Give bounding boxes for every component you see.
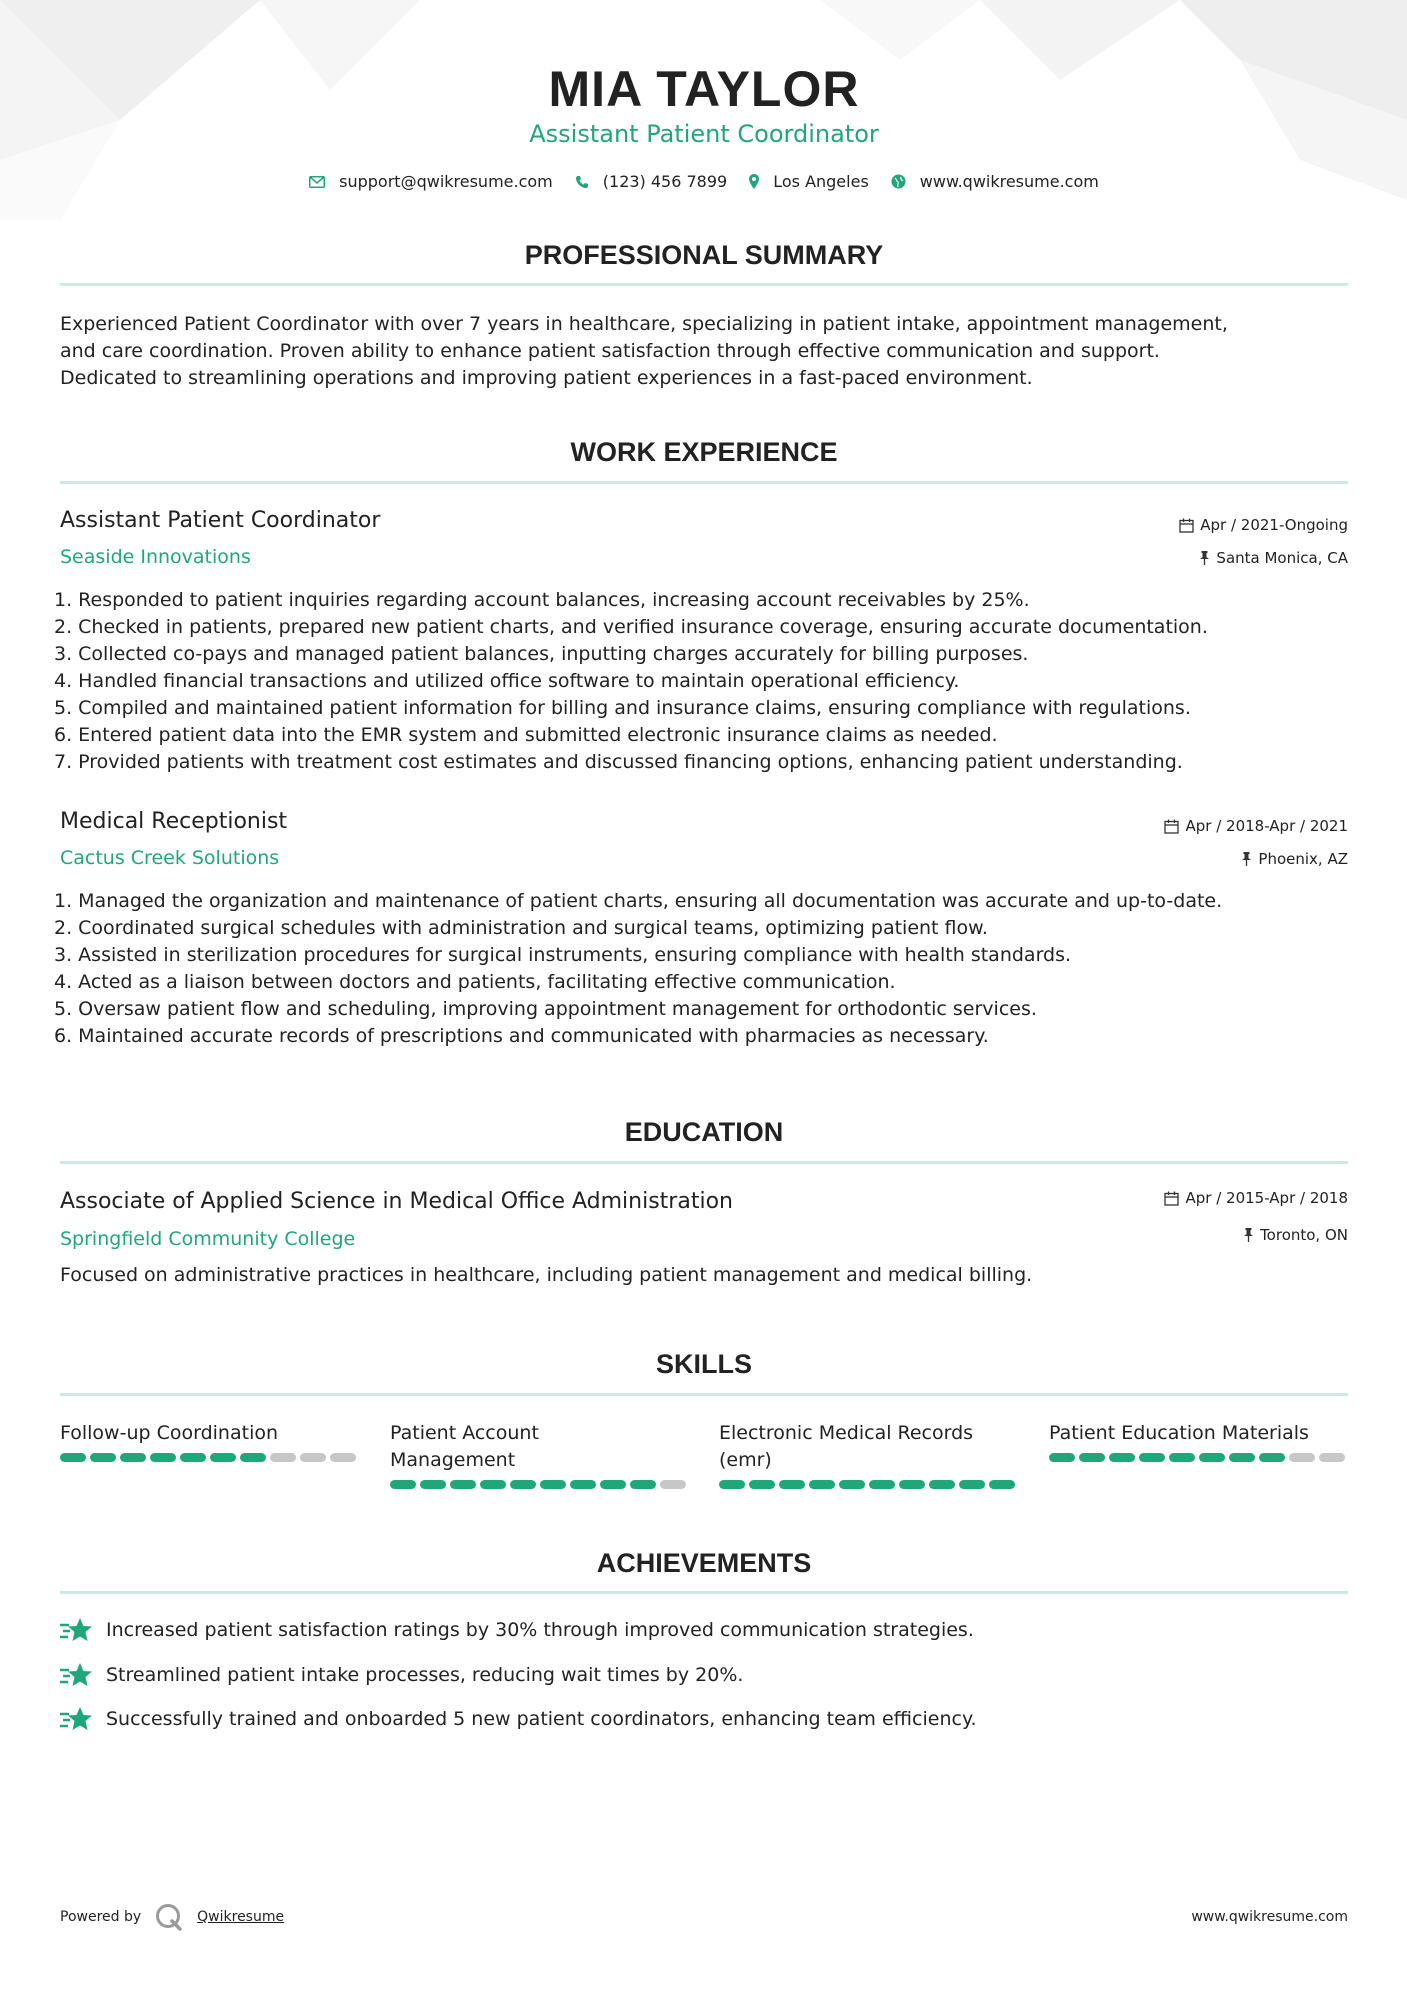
skill-segment-filled: [809, 1480, 835, 1489]
job-location-text: Santa Monica, CA: [1216, 549, 1348, 567]
skill-segment-filled: [60, 1453, 86, 1462]
job-dates: [1164, 817, 1348, 835]
job-title: Medical Receptionist: [60, 809, 288, 834]
list-item: 2. Checked in patients, prepared new patient charts, and verified insurance coverage, ensuring accurate documentation.: [54, 616, 1208, 638]
job-dates-text: Apr / 2018-Apr / 2021: [1185, 817, 1348, 835]
summary-heading: PROFESSIONAL SUMMARY: [524, 240, 884, 270]
school-name: Springfield Community College: [60, 1228, 356, 1250]
achievements-heading: ACHIEVEMENTS: [596, 1548, 812, 1578]
job-dates: [1179, 516, 1348, 534]
calendar-icon: [1164, 1191, 1179, 1206]
achievement-text: Successfully trained and onboarded 5 new patient coordinators, enhancing team efficiency.: [106, 1708, 977, 1730]
education-divider: [60, 1161, 1348, 1164]
achievement-text: Increased patient satisfaction ratings by 30% through improved communication strategies.: [106, 1619, 974, 1641]
calendar-icon: [1164, 819, 1179, 834]
education-description: Focused on administrative practices in healthcare, including patient management and medical billing.: [60, 1264, 1033, 1286]
education-location: [1243, 1226, 1348, 1244]
contact-phone-text: (123) 456 7899: [602, 172, 728, 191]
job-responsibilities: [54, 888, 1354, 1050]
skill-segment-filled: [1169, 1453, 1195, 1462]
job-dates-text: Apr / 2021-Ongoing: [1200, 516, 1348, 534]
skill-segment-filled: [1259, 1453, 1285, 1462]
job-location: [1241, 850, 1348, 868]
skill-segment-empty: [270, 1453, 296, 1462]
skill-level-bar: [60, 1453, 360, 1462]
skill-name: [390, 1420, 690, 1474]
skill-segment-filled: [420, 1480, 446, 1489]
list-item: 4. Acted as a liaison between doctors and patients, facilitating effective communication.: [54, 971, 896, 993]
skill-segment-filled: [779, 1480, 805, 1489]
candidate-name: MIA TAYLOR: [548, 61, 860, 117]
contact-website-text: www.qwikresume.com: [919, 172, 1099, 191]
contact-location-text: Los Angeles: [773, 172, 869, 191]
skill-segment-filled: [899, 1480, 925, 1489]
skills-divider: [60, 1393, 1348, 1396]
contact-email-text: support@qwikresume.com: [339, 172, 553, 191]
skill-segment-filled: [1139, 1453, 1165, 1462]
skill-segment-empty: [660, 1480, 686, 1489]
skill-name-line: Patient Education Materials: [1049, 1422, 1309, 1444]
contact-website[interactable]: [891, 172, 1099, 191]
skill-segment-filled: [1109, 1453, 1135, 1462]
pushpin-icon: [1243, 1228, 1254, 1242]
summary-divider: [60, 283, 1348, 286]
degree-title: Associate of Applied Science in Medical Office Administration: [60, 1189, 733, 1214]
achievement-item: [60, 1617, 974, 1643]
summary-line: and care coordination. Proven ability to enhance patient satisfaction through effective communication and support.: [60, 340, 1160, 362]
job-company: Cactus Creek Solutions: [60, 847, 280, 869]
achievement-text: Streamlined patient intake processes, reducing wait times by 20%.: [106, 1664, 744, 1686]
summary-line: Dedicated to streamlining operations and improving patient experiences in a fast-paced environment.: [60, 367, 1033, 389]
powered-by-label: Powered by: [60, 1909, 142, 1925]
skills-heading: SKILLS: [655, 1349, 752, 1379]
contact-phone[interactable]: [575, 172, 727, 191]
list-item: 6. Maintained accurate records of prescriptions and communicated with pharmacies as necessary.: [54, 1025, 989, 1047]
skill-level-bar: [719, 1480, 1019, 1489]
skill-level-bar: [390, 1480, 690, 1489]
skill-name-line: Patient Account: [390, 1422, 539, 1444]
skill-segment-filled: [630, 1480, 656, 1489]
skill-segment-filled: [570, 1480, 596, 1489]
education-dates-text: Apr / 2015-Apr / 2018: [1185, 1189, 1348, 1207]
skill-name: [1049, 1420, 1349, 1447]
skill-item: [390, 1420, 690, 1489]
list-item: 5. Oversaw patient flow and scheduling, improving appointment management for orthodontic services.: [54, 998, 1037, 1020]
list-item: 3. Assisted in sterilization procedures for surgical instruments, ensuring compliance with health standards.: [54, 944, 1072, 966]
star-icon: [60, 1706, 92, 1732]
skill-segment-filled: [390, 1480, 416, 1489]
list-item: 7. Provided patients with treatment cost estimates and discussed financing options, enhancing patient understanding.: [54, 751, 1183, 773]
skill-level-bar: [1049, 1453, 1349, 1462]
experience-divider: [60, 481, 1348, 484]
contact-location: [749, 172, 869, 191]
list-item: 2. Coordinated surgical schedules with administration and surgical teams, optimizing patient flow.: [54, 917, 988, 939]
qwikresume-logo-icon: [155, 1903, 185, 1931]
experience-heading: WORK EXPERIENCE: [570, 437, 838, 467]
skill-segment-filled: [540, 1480, 566, 1489]
list-item: 3. Collected co-pays and managed patient balances, inputting charges accurately for billing purposes.: [54, 643, 1029, 665]
list-item: 5. Compiled and maintained patient information for billing and insurance claims, ensuring compliance with regulations.: [54, 697, 1191, 719]
achievement-item: [60, 1706, 977, 1732]
skill-segment-filled: [869, 1480, 895, 1489]
skill-item: [1049, 1420, 1349, 1462]
skill-segment-empty: [330, 1453, 356, 1462]
skill-segment-empty: [1289, 1453, 1315, 1462]
skill-segment-filled: [510, 1480, 536, 1489]
skill-segment-filled: [210, 1453, 236, 1462]
skill-segment-filled: [749, 1480, 775, 1489]
pushpin-icon: [1241, 852, 1252, 866]
achievements-divider: [60, 1591, 1348, 1594]
job-location: [1199, 549, 1348, 567]
globe-icon: [891, 174, 906, 189]
summary-text: [60, 311, 1348, 392]
contact-email[interactable]: [309, 172, 553, 191]
candidate-role: Assistant Patient Coordinator: [529, 120, 879, 148]
skill-segment-filled: [480, 1480, 506, 1489]
footer-website[interactable]: www.qwikresume.com: [1191, 1909, 1348, 1925]
job-location-text: Phoenix, AZ: [1258, 850, 1348, 868]
summary-line: Experienced Patient Coordinator with over 7 years in healthcare, specializing in patient intake, appointment management,: [60, 313, 1228, 335]
skill-segment-filled: [120, 1453, 146, 1462]
skill-segment-filled: [90, 1453, 116, 1462]
job-responsibilities: [54, 587, 1354, 776]
contact-bar: [60, 172, 1348, 191]
skill-name-line: Electronic Medical Records: [719, 1422, 974, 1444]
skill-name-line: Follow-up Coordination: [60, 1422, 279, 1444]
skill-segment-filled: [450, 1480, 476, 1489]
skill-name-line: (emr): [719, 1449, 772, 1471]
list-item: 4. Handled financial transactions and utilized office software to maintain operational efficiency.: [54, 670, 960, 692]
qwikresume-link[interactable]: Qwikresume: [197, 1909, 285, 1925]
skill-segment-filled: [150, 1453, 176, 1462]
skill-item: [719, 1420, 1019, 1489]
education-dates: [1164, 1189, 1348, 1207]
skill-name: [719, 1420, 1019, 1474]
pushpin-icon: [1199, 551, 1210, 565]
skill-segment-filled: [1199, 1453, 1225, 1462]
skill-segment-filled: [600, 1480, 626, 1489]
achievement-item: [60, 1662, 743, 1688]
phone-icon: [575, 175, 589, 189]
skill-segment-filled: [839, 1480, 865, 1489]
envelope-icon: [309, 176, 325, 188]
skill-item: [60, 1420, 360, 1462]
skill-segment-filled: [989, 1480, 1015, 1489]
job-title: Assistant Patient Coordinator: [60, 508, 381, 533]
footer-powered-by: [60, 1903, 284, 1931]
list-item: 1. Responded to patient inquiries regarding account balances, increasing account receivables by 25%.: [54, 589, 1030, 611]
star-icon: [60, 1617, 92, 1643]
skill-segment-filled: [180, 1453, 206, 1462]
skill-segment-filled: [959, 1480, 985, 1489]
skill-segment-filled: [1049, 1453, 1075, 1462]
list-item: 1. Managed the organization and maintenance of patient charts, ensuring all documentation was accurate and up-to-date.: [54, 890, 1223, 912]
calendar-icon: [1179, 518, 1194, 533]
skill-segment-filled: [719, 1480, 745, 1489]
map-marker-icon: [749, 174, 759, 189]
education-heading: EDUCATION: [624, 1117, 784, 1147]
skill-segment-filled: [1079, 1453, 1105, 1462]
skill-segment-empty: [1319, 1453, 1345, 1462]
job-company: Seaside Innovations: [60, 546, 251, 568]
skill-segment-filled: [1229, 1453, 1255, 1462]
skill-name: [60, 1420, 360, 1447]
list-item: 6. Entered patient data into the EMR system and submitted electronic insurance claims as needed.: [54, 724, 998, 746]
skill-name-line: Management: [390, 1449, 516, 1471]
star-icon: [60, 1662, 92, 1688]
education-location-text: Toronto, ON: [1260, 1226, 1348, 1244]
skill-segment-filled: [929, 1480, 955, 1489]
skill-segment-empty: [300, 1453, 326, 1462]
skill-segment-filled: [240, 1453, 266, 1462]
